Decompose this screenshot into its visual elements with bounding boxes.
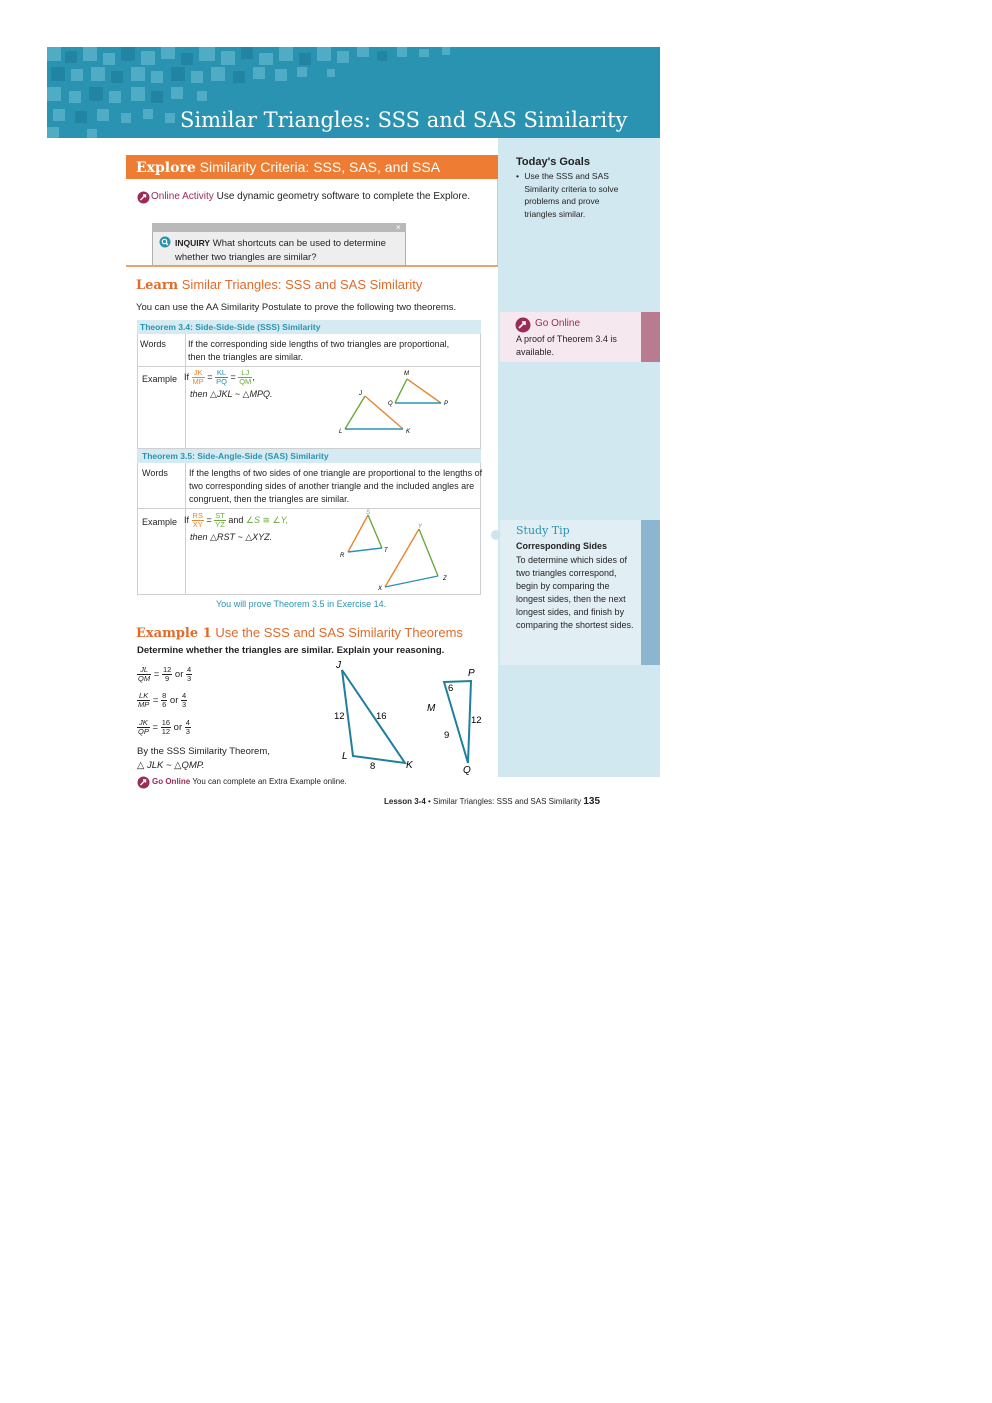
- ratio-simplified: $\frac{4}{3}$: [187, 665, 192, 683]
- side-length-jl: 12: [334, 711, 345, 722]
- side-length-mq: 9: [444, 730, 450, 741]
- study-tip-title: Study Tip: [516, 524, 570, 537]
- ratio-row-jk-qp: $\frac{JK}{QP}$ = $\frac{16}{12}$ or $\frac{4}{3}$: [138, 718, 190, 736]
- vertex-label-r: R: [340, 553, 345, 559]
- example-1-figure: [325, 657, 495, 777]
- fraction-rs-xy: $\frac{RS}{XY}$: [192, 511, 203, 529]
- inquiry-icon: [159, 236, 171, 248]
- ratio-letters: $\frac{JK}{QP}$: [138, 718, 149, 736]
- theorem-3-4-words-label: Words: [140, 339, 166, 349]
- footer-separator: •: [425, 797, 434, 806]
- ratio-values: $\frac{16}{12}$: [161, 718, 171, 736]
- vertex-label-m: M: [427, 703, 436, 714]
- fraction-jk-mp: $\frac{JK}{MP}$: [192, 368, 204, 386]
- explore-subtitle: Similarity Criteria: SSS, SAS, and SSA: [199, 159, 441, 175]
- example-1-label: Example 1: [136, 626, 212, 641]
- vertex-label-q: Q: [388, 401, 393, 407]
- explore-title: [136, 159, 440, 176]
- explore-label: Explore: [136, 160, 196, 176]
- footer-title: Similar Triangles: SSS and SAS Similarity: [433, 797, 582, 806]
- study-tip-accent-bar: [641, 520, 660, 665]
- footer-lesson: Lesson 3-4: [384, 797, 426, 806]
- learn-title: [136, 277, 422, 293]
- fraction-st-yz: $\frac{ST}{YZ}$: [215, 511, 225, 529]
- lesson-number: Lesson 3-4: [559, 26, 622, 40]
- fraction-lj-qm: $\frac{LJ}{QM}$: [239, 368, 252, 386]
- side-length-jk: 16: [376, 711, 387, 722]
- inquiry-label: INQUIRY: [175, 238, 211, 248]
- comma: ,: [252, 371, 255, 382]
- sidebar: [498, 138, 660, 777]
- vertex-label-l: L: [342, 751, 348, 762]
- ratio-row-jl-qm: $\frac{JL}{QM}$ = $\frac{12}{9}$ or $\frac{4}{3}$: [138, 665, 192, 683]
- theorem-3-4-words: If the corresponding side lengths of two triangles are proportional, then the triangles are similar.: [188, 339, 450, 362]
- theorem-3-4-figure: [335, 365, 455, 437]
- todays-goals-text: [516, 170, 626, 220]
- side-length-mp: 6: [448, 683, 454, 694]
- theorem-3-4-conclusion: then △JKL ~ △MPQ.: [190, 389, 273, 399]
- goals-item: Use the SSS and SAS Similarity criteria to solve problems and prove triangles similar.: [524, 171, 619, 219]
- vertex-label-p: P: [468, 668, 475, 679]
- example-1-conclusion: By the SSS Similarity Theorem,: [137, 746, 270, 757]
- study-tip-heading: Corresponding Sides: [516, 541, 608, 551]
- theorem-3-5-header: [137, 449, 481, 463]
- equals: =: [206, 514, 212, 525]
- study-tip-pointer: [491, 530, 501, 540]
- if-word: If: [184, 371, 190, 382]
- go-online-title[interactable]: Go Online: [535, 318, 581, 329]
- vertex-label-p: P: [444, 401, 449, 407]
- todays-goals-title: Today's Goals: [516, 156, 590, 168]
- extra-example-text: You can complete an Extra Example online.: [192, 777, 347, 786]
- bullet: •: [516, 171, 519, 181]
- ratio-row-lk-mp: $\frac{LK}{MP}$ = $\frac{8}{6}$ or $\frac{4}{3}$: [138, 691, 187, 709]
- inquiry-title-bar: [152, 223, 406, 232]
- theorem-3-5-figure: [335, 508, 455, 593]
- angle-congruence: ∠S ≅ ∠Y,: [245, 514, 289, 525]
- side-length-pq: 12: [471, 715, 482, 726]
- theorem-3-4-col-divider: [185, 334, 186, 448]
- and-word: and: [228, 514, 244, 525]
- equals: =: [207, 371, 213, 382]
- ratio-simplified: $\frac{4}{3}$: [182, 691, 187, 709]
- vertex-label-s: S: [366, 510, 371, 516]
- side-length-lk: 8: [370, 761, 376, 772]
- if-word: If: [184, 514, 190, 525]
- learn-label: Learn: [136, 278, 179, 293]
- explore-divider: [497, 179, 498, 265]
- online-activity-text: Use dynamic geometry software to complete the Explore.: [216, 191, 471, 202]
- go-online-link[interactable]: Go Online: [152, 777, 191, 786]
- ratio-values: $\frac{8}{6}$: [162, 691, 167, 709]
- theorem-3-5-title: Theorem 3.5: Side-Angle-Side (SAS) Similarity: [142, 451, 329, 461]
- go-online-icon[interactable]: [515, 317, 531, 333]
- vertex-label-l: L: [339, 429, 343, 435]
- theorem-3-5-conclusion: then △RST ~ △XYZ.: [190, 532, 273, 542]
- extra-example-online: [152, 777, 347, 786]
- vertex-label-j: J: [336, 660, 341, 671]
- prove-note: You will prove Theorem 3.5 in Exercise 14.: [216, 599, 387, 609]
- go-online-icon[interactable]: [137, 776, 150, 789]
- go-online-text: A proof of Theorem 3.4 is available.: [516, 334, 617, 357]
- theorem-3-5-example-label: Example: [142, 517, 178, 527]
- learn-subtitle: Similar Triangles: SSS and SAS Similarity: [181, 277, 423, 292]
- equals: =: [230, 371, 236, 382]
- page-title: Similar Triangles: SSS and SAS Similarity: [180, 108, 628, 132]
- example-1-prompt: Determine whether the triangles are similar. Explain your reasoning.: [137, 645, 445, 656]
- ratio-letters: $\frac{LK}{MP}$: [138, 691, 150, 709]
- example-1-subtitle: Use the SSS and SAS Similarity Theorems: [215, 625, 463, 640]
- fraction-kl-pq: $\frac{KL}{PQ}$: [216, 368, 227, 386]
- vertex-label-m: M: [404, 371, 409, 377]
- go-online-accent-bar: [641, 312, 660, 362]
- theorem-3-4-header: [137, 320, 481, 334]
- theorem-3-4-example-label: Example: [142, 374, 178, 384]
- online-activity-link[interactable]: Online Activity: [151, 191, 214, 202]
- theorem-3-5-words: If the lengths of two sides of one triangle are proportional to the lengths of two corresponding sides of another triangle and the included angles are congruent, then the triangles are similar.: [189, 468, 483, 504]
- vertex-label-x: X: [378, 586, 383, 592]
- theorem-3-5-proportion: [184, 512, 288, 529]
- ratio-values: $\frac{12}{9}$: [162, 665, 172, 683]
- page-number: 135: [583, 796, 601, 807]
- ratio-simplified: $\frac{4}{3}$: [185, 718, 190, 736]
- theorem-3-5-words-label: Words: [142, 468, 168, 478]
- study-tip-text: To determine which sides of two triangles correspond, begin by comparing the longest sides, then the next longest sides, and finish by comparing the shortest sides.: [516, 555, 634, 630]
- inquiry-text: What shortcuts can be used to determine whether two triangles are similar?: [175, 238, 386, 263]
- vertex-label-y: Y: [418, 524, 423, 530]
- vertex-label-t: T: [384, 548, 388, 554]
- vertex-label-k: K: [406, 760, 413, 771]
- theorem-3-4-proportion: [184, 369, 255, 386]
- theorem-3-4-title: Theorem 3.4: Side-Side-Side (SSS) Similarity: [140, 322, 321, 332]
- inquiry-question: [175, 237, 397, 264]
- inquiry-close-button[interactable]: ×: [396, 223, 401, 232]
- example-1-similarity-statement: △ JLK ~ △QMP.: [137, 760, 205, 771]
- online-activity: [137, 190, 473, 204]
- vertex-label-z: Z: [443, 576, 447, 582]
- ratio-letters: $\frac{JL}{QM}$: [138, 665, 151, 683]
- vertex-label-j: J: [359, 391, 362, 397]
- learn-intro: You can use the AA Similarity Postulate to prove the following two theorems.: [136, 302, 457, 313]
- vertex-label-q: Q: [463, 765, 471, 776]
- page-footer: [384, 796, 600, 807]
- vertex-label-k: K: [406, 429, 411, 435]
- example-1-title: [136, 625, 463, 641]
